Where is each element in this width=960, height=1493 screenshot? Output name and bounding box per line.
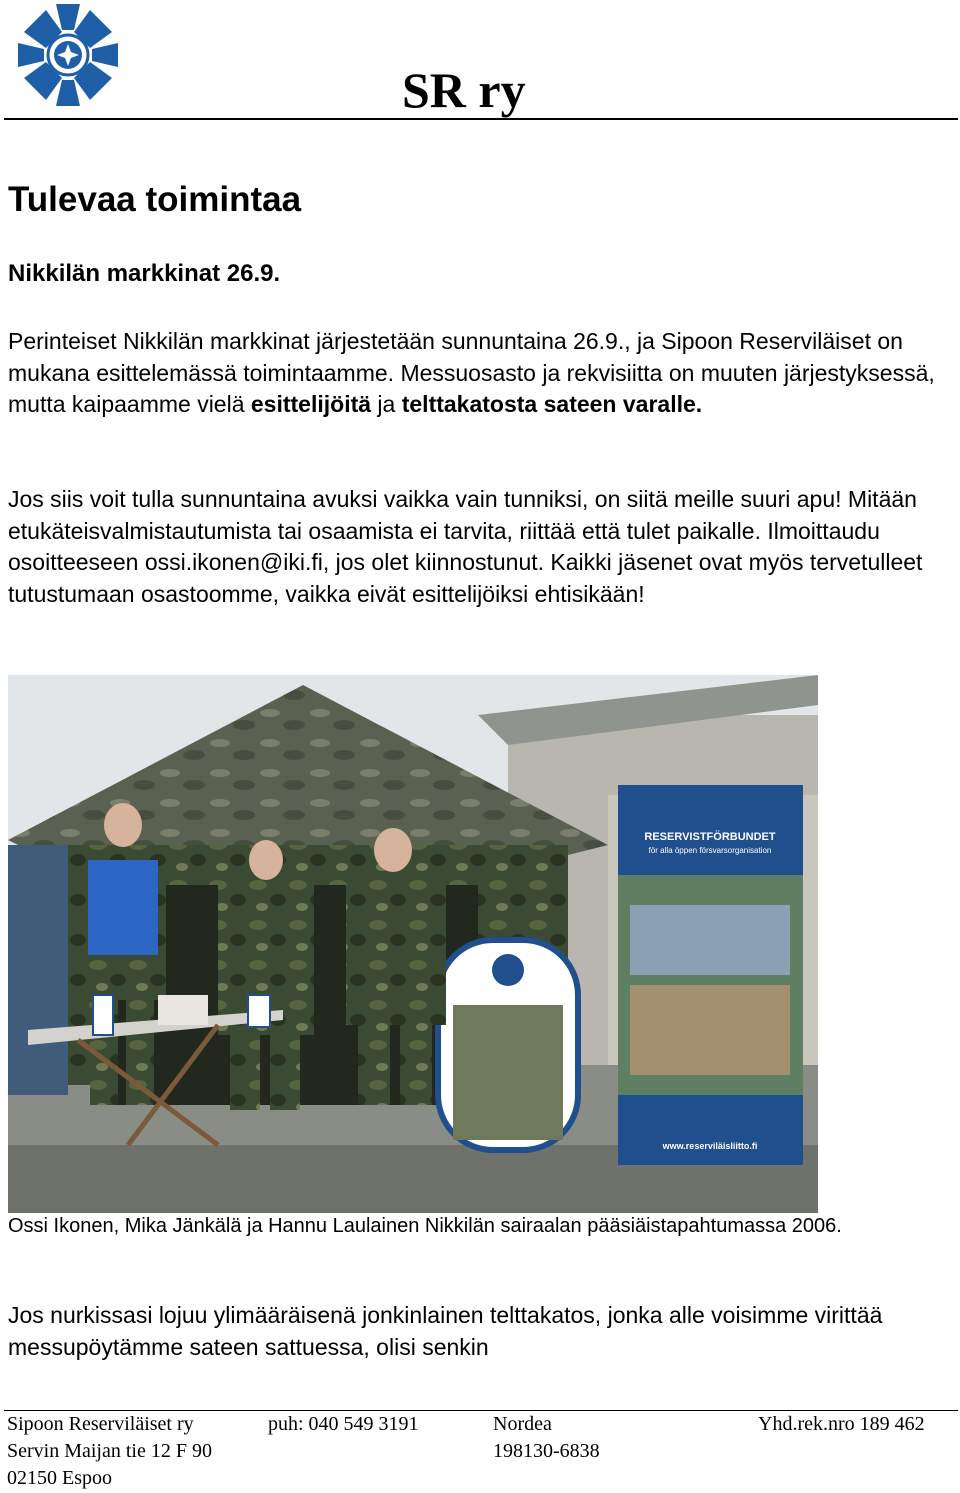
footer-street-address: Servin Maijan tie 12 F 90 — [7, 1440, 212, 1462]
section-heading: Tulevaa toimintaa — [8, 180, 302, 219]
banner-url: www.reserviläisliitto.fi — [662, 1141, 758, 1151]
reserve-cross-emblem-icon — [16, 2, 120, 108]
organization-title: SR ry — [402, 62, 526, 118]
event-intro-paragraph — [8, 326, 953, 421]
event-heading: Nikkilän markkinat 26.9. — [8, 260, 281, 287]
event-stand-photo — [8, 675, 818, 1213]
footer-bank: Nordea — [493, 1413, 552, 1435]
volunteer-paragraph: Jos siis voit tulla sunnuntaina avuksi vaikka vain tunniksi, on siitä meille suuri apu! Mitään etukäteisvalmistautumista tai osaamista ei tarvita, riittää että tulet paikalle. Ilmoittaudu osoitteeseen ossi.ikonen@iki.fi, jos olet kiinnostunut. Kaikki jäsenet ovat myös tervetulleet tutustumaan osastoomme, vaikka eivät esittelijöiksi ehtisikään! — [8, 486, 923, 607]
footer-org-name: Sipoon Reserviläiset ry — [7, 1413, 194, 1435]
canopy-request-paragraph: Jos nurkissasi lojuu ylimääräisenä jonkinlainen telttakatos, jonka alle voisimme virittää messupöytämme sateen sattuessa, olisi senkin — [8, 1302, 883, 1360]
footer-bank-account: 198130-6838 — [493, 1440, 600, 1462]
banner-subtitle: för alla öppen försvarsorganisation — [648, 846, 772, 855]
intro-text: Perinteiset Nikkilän markkinat järjestetään sunnuntaina 26.9., ja Sipoon Reserviläiset on mukana esittelemässä toimintaamme. Messuosasto ja rekvisiitta on muuten järjestyksessä, mutta kaipaamme vielä — [8, 328, 935, 417]
intro-text-and: ja — [371, 391, 402, 417]
footer — [0, 1411, 960, 1493]
banner-title: RESERVISTFÖRBUNDET — [644, 831, 776, 843]
header-divider — [4, 118, 958, 120]
footer-postal-address: 02150 Espoo — [7, 1467, 112, 1489]
intro-bold-canopy: telttakatosta sateen varalle. — [401, 391, 703, 417]
footer-registration-number: Yhd.rek.nro 189 462 — [758, 1413, 925, 1435]
photo-caption: Ossi Ikonen, Mika Jänkälä ja Hannu Laulainen Nikkilän sairaalan pääsiäistapahtumassa 2006. — [8, 1215, 842, 1237]
intro-bold-presenters: esittelijöitä — [250, 391, 372, 417]
footer-phone: puh: 040 549 3191 — [268, 1413, 419, 1435]
